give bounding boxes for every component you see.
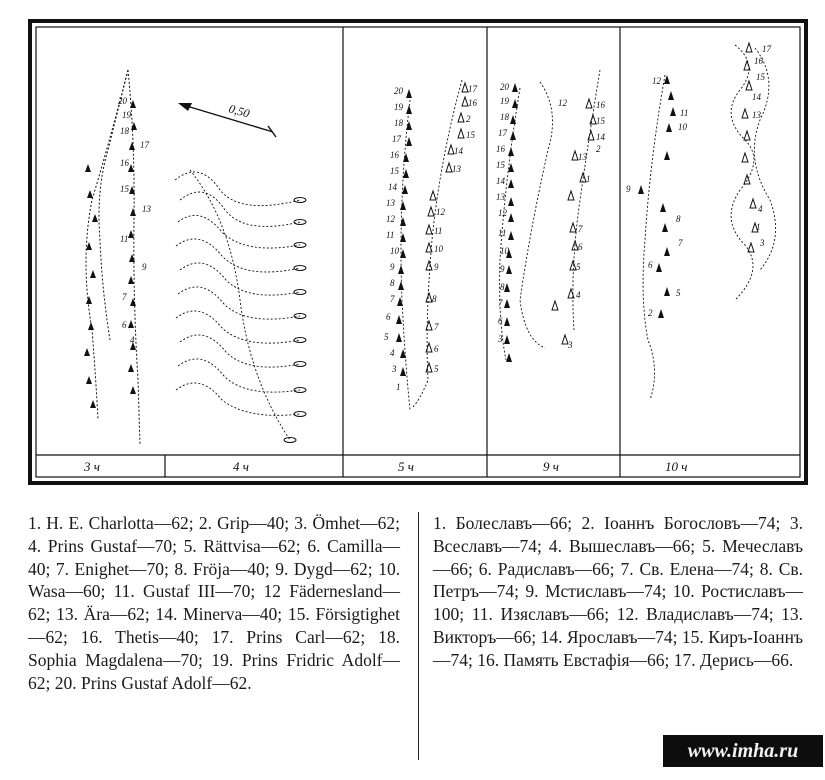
panel-label-3h: 3 ч bbox=[84, 459, 100, 474]
svg-text:9: 9 bbox=[390, 262, 395, 272]
legend-entry: 19. Prins Fridric Adolf—62; bbox=[28, 649, 401, 693]
legend-entry: 4. Prins Gustaf—70; bbox=[28, 535, 177, 556]
legend-entry: 7. Св. Елена—74; bbox=[620, 558, 754, 579]
svg-text:16: 16 bbox=[596, 100, 605, 110]
svg-text:5: 5 bbox=[676, 288, 681, 298]
svg-text:10: 10 bbox=[500, 246, 509, 256]
svg-text:15: 15 bbox=[120, 184, 129, 194]
svg-text:14: 14 bbox=[596, 132, 605, 142]
scale-arrow bbox=[180, 104, 273, 132]
panel-2-ships bbox=[284, 198, 306, 443]
svg-text:7: 7 bbox=[678, 238, 683, 248]
legend-russian-fleet bbox=[433, 512, 803, 672]
svg-text:7: 7 bbox=[390, 294, 395, 304]
svg-text:8: 8 bbox=[390, 278, 395, 288]
legend-entry: 20. Prins Gustaf Adolf—62. bbox=[54, 672, 252, 693]
svg-text:15: 15 bbox=[756, 72, 765, 82]
svg-text:6: 6 bbox=[434, 344, 439, 354]
panel-4-ships-right bbox=[552, 99, 596, 344]
svg-text:18: 18 bbox=[120, 126, 129, 136]
legend-entry: 18. Sophia Magdalena—70; bbox=[28, 626, 401, 670]
svg-text:12: 12 bbox=[436, 207, 445, 217]
diagram-frame-inner bbox=[36, 27, 800, 477]
svg-text:4: 4 bbox=[130, 335, 135, 345]
svg-text:16: 16 bbox=[120, 158, 129, 168]
panel-5-ships-left bbox=[638, 75, 676, 318]
legend-entry: 12 Fädernesland—62; bbox=[28, 581, 401, 625]
watermark-logo: www.imha.ru bbox=[663, 735, 823, 767]
svg-text:20: 20 bbox=[500, 82, 509, 92]
svg-text:16: 16 bbox=[468, 98, 477, 108]
legend-entry: 13. Ära—62; bbox=[56, 604, 150, 625]
svg-text:6: 6 bbox=[386, 312, 391, 322]
legend-entry: 12. Владиславъ—74; bbox=[616, 604, 774, 625]
panel-4-tracks bbox=[500, 70, 600, 360]
legend-entry: 3. Всеславъ—74; bbox=[433, 513, 803, 556]
panel-label-9h: 9 ч bbox=[543, 459, 559, 474]
panel-5-ship-numbers bbox=[626, 44, 772, 318]
svg-text:13: 13 bbox=[578, 152, 587, 162]
svg-text:10: 10 bbox=[678, 122, 687, 132]
svg-text:17: 17 bbox=[392, 134, 401, 144]
svg-text:19: 19 bbox=[122, 110, 131, 120]
svg-text:6: 6 bbox=[578, 242, 583, 252]
svg-text:13: 13 bbox=[142, 204, 151, 214]
legend-entry: 15. Försigtighet—62; bbox=[28, 604, 401, 647]
legend-entry: 14. Minerva—40; bbox=[155, 604, 283, 625]
legend-entry: 5. Мечеславъ—66; bbox=[433, 535, 803, 579]
svg-text:9: 9 bbox=[434, 262, 439, 272]
panel-1-ships bbox=[84, 100, 137, 408]
legend-entry: 16. Память Евстафія—66; bbox=[477, 649, 670, 670]
legend-entry: 6. Радиславъ—66; bbox=[478, 558, 615, 579]
svg-text:18: 18 bbox=[500, 112, 509, 122]
svg-text:2: 2 bbox=[596, 144, 601, 154]
svg-text:17: 17 bbox=[468, 84, 477, 94]
legend-entry: 17. Prins Carl—62; bbox=[211, 626, 366, 647]
svg-text:19: 19 bbox=[394, 102, 403, 112]
svg-text:14: 14 bbox=[752, 92, 761, 102]
svg-text:5: 5 bbox=[576, 262, 581, 272]
svg-text:13: 13 bbox=[452, 164, 461, 174]
svg-text:20: 20 bbox=[118, 96, 127, 106]
svg-text:13: 13 bbox=[752, 110, 761, 120]
svg-text:16: 16 bbox=[390, 150, 399, 160]
legend-entry: 11. Gustaf III—70; bbox=[113, 581, 256, 602]
legend-entry: 11. Изяславъ—66; bbox=[471, 604, 610, 625]
svg-text:6: 6 bbox=[498, 316, 503, 326]
svg-text:12: 12 bbox=[652, 76, 661, 86]
legend-swedish-fleet bbox=[28, 512, 400, 694]
svg-text:2: 2 bbox=[648, 308, 653, 318]
svg-text:10: 10 bbox=[390, 246, 399, 256]
scale-arrow-head bbox=[178, 103, 192, 111]
svg-text:8: 8 bbox=[676, 214, 681, 224]
legend-entry: 15. Киръ-Іоаннъ—74; bbox=[433, 626, 803, 670]
legend-entry: 17. Дерись—66. bbox=[673, 649, 794, 670]
svg-text:14: 14 bbox=[454, 146, 463, 156]
svg-text:2: 2 bbox=[466, 114, 471, 124]
svg-text:5: 5 bbox=[384, 332, 389, 342]
svg-text:16: 16 bbox=[496, 144, 505, 154]
svg-text:15: 15 bbox=[390, 166, 399, 176]
panel-3-ship-numbers bbox=[384, 84, 478, 392]
svg-text:19: 19 bbox=[500, 96, 509, 106]
svg-text:13: 13 bbox=[386, 198, 395, 208]
svg-text:18: 18 bbox=[394, 118, 403, 128]
svg-text:3: 3 bbox=[498, 334, 503, 344]
svg-text:3: 3 bbox=[760, 238, 765, 248]
legend-entry: 2. Іоаннъ Богословъ—74; bbox=[581, 513, 781, 533]
legend-entry: 8. Fröja—40; bbox=[174, 558, 270, 579]
legend-entry: 9. Dygd—62; bbox=[275, 558, 373, 579]
diagram-frame-outer bbox=[30, 21, 806, 483]
svg-text:9: 9 bbox=[500, 264, 505, 274]
legend-entry: 9. Мстиславъ—74; bbox=[525, 581, 667, 602]
svg-text:3: 3 bbox=[568, 340, 573, 350]
svg-text:7: 7 bbox=[578, 224, 583, 234]
legend-entry: 5. Rättvisa—62; bbox=[183, 535, 301, 556]
legend-entry: 3. Ömhet—62; bbox=[294, 513, 401, 533]
svg-text:13: 13 bbox=[496, 192, 505, 202]
svg-text:15: 15 bbox=[496, 160, 505, 170]
svg-text:8: 8 bbox=[432, 294, 437, 304]
legend-entry: 6. Camilla—40; bbox=[28, 535, 401, 579]
legend-entry: 10. Ростиславъ—100; bbox=[433, 581, 803, 625]
svg-text:17: 17 bbox=[140, 140, 149, 150]
svg-text:1: 1 bbox=[756, 222, 761, 232]
svg-text:15: 15 bbox=[466, 130, 475, 140]
panel-label-10h: 10 ч bbox=[665, 459, 688, 474]
svg-text:11: 11 bbox=[434, 226, 443, 236]
svg-text:15: 15 bbox=[596, 116, 605, 126]
panel-2-tracks bbox=[175, 170, 300, 440]
svg-text:12: 12 bbox=[558, 98, 567, 108]
legend-entry: 2. Grip—40; bbox=[198, 513, 290, 533]
svg-text:1: 1 bbox=[396, 382, 401, 392]
legend-entry: 4. Вышеславъ—66; bbox=[548, 535, 696, 556]
legend-entry: 10. Wasa—60; bbox=[28, 558, 401, 602]
svg-text:11: 11 bbox=[120, 234, 129, 244]
svg-text:9: 9 bbox=[142, 262, 147, 272]
scale-label: 0,50 bbox=[227, 101, 252, 121]
svg-text:4: 4 bbox=[576, 290, 581, 300]
svg-text:7: 7 bbox=[122, 292, 127, 302]
panel-3-ships-right bbox=[426, 83, 468, 372]
svg-text:12: 12 bbox=[498, 208, 507, 218]
legend-entry: 14. Ярославъ—74; bbox=[540, 626, 678, 647]
svg-text:14: 14 bbox=[496, 176, 505, 186]
panel-label-4h: 4 ч bbox=[233, 459, 249, 474]
svg-text:4: 4 bbox=[390, 348, 395, 358]
svg-text:17: 17 bbox=[762, 44, 771, 54]
svg-text:7: 7 bbox=[498, 298, 503, 308]
svg-text:4: 4 bbox=[758, 204, 763, 214]
legend-entry: 7. Enighet—70; bbox=[55, 558, 169, 579]
svg-text:11: 11 bbox=[386, 230, 395, 240]
svg-text:11: 11 bbox=[680, 108, 689, 118]
svg-text:6: 6 bbox=[648, 260, 653, 270]
legend-entry: 1. Болеславъ—66; bbox=[433, 513, 573, 533]
svg-text:12: 12 bbox=[386, 214, 395, 224]
legend-entry: 8. Св. Петръ—74; bbox=[433, 558, 804, 602]
panel-label-5h: 5 ч bbox=[398, 459, 414, 474]
svg-text:3: 3 bbox=[392, 364, 397, 374]
panel-4-ships-left bbox=[504, 83, 518, 362]
svg-text:14: 14 bbox=[388, 182, 397, 192]
legend-divider bbox=[418, 512, 419, 760]
legend-entry: 1. H. E. Charlotta—62; bbox=[28, 513, 194, 533]
svg-text:16: 16 bbox=[754, 56, 763, 66]
svg-text:10: 10 bbox=[434, 244, 443, 254]
svg-text:1: 1 bbox=[586, 174, 591, 184]
svg-text:5: 5 bbox=[434, 364, 439, 374]
svg-text:8: 8 bbox=[500, 282, 505, 292]
svg-text:17: 17 bbox=[498, 128, 507, 138]
svg-text:11: 11 bbox=[498, 228, 507, 238]
svg-text:7: 7 bbox=[434, 322, 439, 332]
legend-entry: 13. Викторъ—66; bbox=[433, 604, 804, 647]
svg-text:6: 6 bbox=[122, 320, 127, 330]
svg-text:9: 9 bbox=[626, 184, 631, 194]
legend-entry: 16. Thetis—40; bbox=[80, 626, 199, 647]
svg-text:20: 20 bbox=[394, 86, 403, 96]
